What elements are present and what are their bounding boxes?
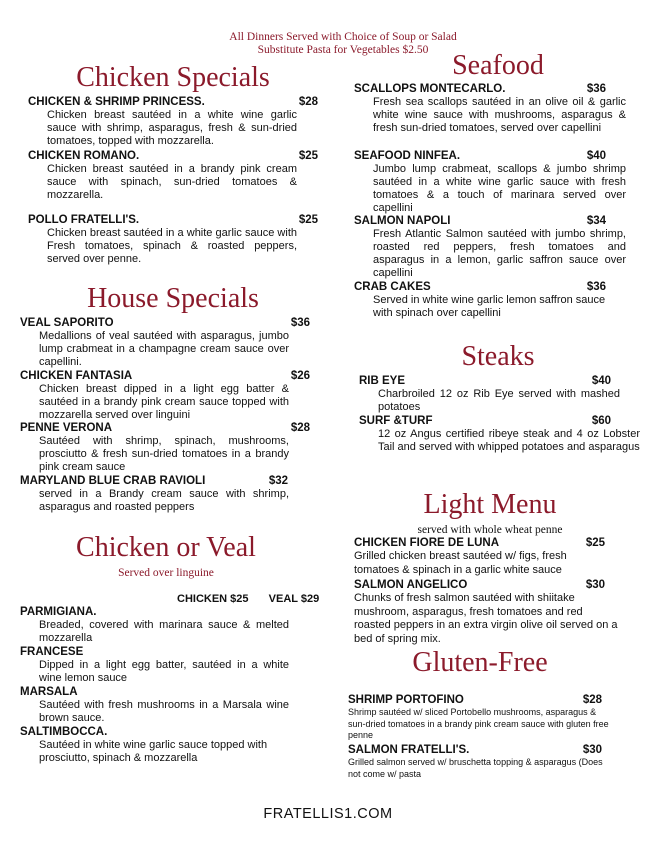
item-description: Breaded, covered with marinara sauce & melted mozzarella bbox=[39, 619, 289, 644]
item-name: MARYLAND BLUE CRAB RAVIOLI bbox=[20, 475, 206, 487]
menu-item bbox=[359, 375, 620, 414]
section-title-seafood: Seafood bbox=[452, 50, 544, 81]
item-price: $36 bbox=[586, 83, 606, 95]
menu-item bbox=[28, 150, 318, 202]
menu-item bbox=[20, 646, 310, 685]
section-title-steaks: Steaks bbox=[461, 341, 535, 372]
item-price: $36 bbox=[586, 281, 606, 293]
item-name: SURF &TURF bbox=[359, 415, 433, 427]
item-name: PARMIGIANA. bbox=[20, 606, 97, 618]
item-name: MARSALA bbox=[20, 686, 78, 698]
menu-item bbox=[354, 83, 626, 135]
menu-item bbox=[28, 214, 318, 266]
item-price: $28 bbox=[298, 96, 318, 108]
item-name: CHICKEN FIORE DE LUNA bbox=[354, 537, 500, 549]
item-name: SALMON ANGELICO bbox=[354, 579, 468, 591]
item-price: $26 bbox=[290, 370, 310, 382]
item-description: Dipped in a light egg batter, sautéed in a white wine lemon sauce bbox=[39, 659, 289, 684]
item-description: Sautéed with shrimp, spinach, mushrooms, prosciutto & fresh sun-dried tomatoes in a brandy pink cream sauce bbox=[39, 435, 289, 473]
website-link[interactable]: FRATELLIS1.COM bbox=[263, 806, 393, 822]
item-description: Medallions of veal sautéed with asparagus, jumbo lump crabmeat in a champagne cream sauce over capellini. bbox=[39, 330, 289, 368]
item-description: Chicken breast sautéed in a brandy pink cream sauce with spinach, sun-dried tomatoes & mozzarella. bbox=[47, 163, 297, 201]
item-price: $28 bbox=[582, 694, 602, 706]
item-name: VEAL SAPORITO bbox=[20, 317, 114, 329]
item-description: Fresh sea scallops sautéed in an olive oil & garlic white wine sauce with mushrooms, asparagus & fresh sun-dried tomatoes, served over capellini bbox=[373, 96, 626, 134]
item-description: Jumbo lump crabmeat, scallops & jumbo shrimp sautéed in a white wine garlic sauce with fresh tomatoes & a touch of marinara served over capellini bbox=[373, 163, 626, 214]
item-price: $30 bbox=[582, 744, 602, 756]
item-name: SALTIMBOCCA. bbox=[20, 726, 108, 738]
item-description: Shrimp sautéed w/ sliced Portobello mushrooms, asparagus & sun-dried tomatoes in a brandy pink cream sauce with gluten free penne bbox=[348, 707, 609, 740]
item-name: CRAB CAKES bbox=[354, 281, 431, 293]
section-title-light-menu: Light Menu bbox=[423, 489, 557, 520]
menu-item bbox=[28, 96, 318, 148]
section-subtitle-light-menu: served with whole wheat penne bbox=[417, 524, 563, 536]
item-description: 12 oz Angus certified ribeye steak and 4 oz Lobster Tail and served with whipped potatoes and asparagus bbox=[378, 428, 640, 453]
menu-item bbox=[20, 422, 310, 474]
section-title-chicken-or-veal: Chicken or Veal bbox=[76, 532, 256, 563]
menu-item bbox=[348, 744, 602, 780]
menu-item bbox=[348, 694, 609, 742]
menu-item bbox=[20, 475, 288, 514]
item-description: Served in white wine garlic lemon saffron sauce with spinach over capellini bbox=[373, 294, 606, 319]
menu-item bbox=[354, 537, 605, 577]
item-price: $60 bbox=[591, 415, 611, 427]
item-description: served in a Brandy cream sauce with shrimp, asparagus and roasted peppers bbox=[39, 488, 289, 513]
item-description: Sautéed with fresh mushrooms in a Marsala wine brown sauce. bbox=[39, 699, 289, 724]
item-price: $30 bbox=[585, 579, 605, 591]
item-name: RIB EYE bbox=[359, 375, 406, 387]
menu-item bbox=[354, 215, 626, 280]
item-price: $25 bbox=[298, 214, 318, 226]
notice-line-1: All Dinners Served with Choice of Soup or Salad bbox=[229, 31, 457, 43]
item-description: Fresh Atlantic Salmon sautéed with jumbo shrimp, roasted red peppers, fresh tomatoes and asparagus in a lemon, garlic saffron sauce over capellini bbox=[373, 228, 626, 279]
item-name: SALMON FRATELLI'S. bbox=[348, 744, 470, 756]
item-price: $28 bbox=[290, 422, 310, 434]
item-price: $40 bbox=[591, 375, 611, 387]
price-chicken: CHICKEN $25 bbox=[177, 593, 249, 605]
menu-item bbox=[354, 150, 626, 215]
item-price: $34 bbox=[586, 215, 606, 227]
item-name: SHRIMP PORTOFINO bbox=[348, 694, 464, 706]
item-price: $25 bbox=[298, 150, 318, 162]
item-description: Chicken breast dipped in a light egg batter & sautéed in a brandy pink cream sauce topped with mozzarella served over linguini bbox=[39, 383, 289, 421]
menu-item bbox=[20, 370, 310, 422]
item-description: Grilled chicken breast sautéed w/ figs, fresh tomatoes & spinach in a garlic white sauce bbox=[354, 550, 567, 576]
item-price: $40 bbox=[586, 150, 606, 162]
item-name: SALMON NAPOLI bbox=[354, 215, 451, 227]
item-name: SEAFOOD NINFEA. bbox=[354, 150, 461, 162]
item-description: Charbroiled 12 oz Rib Eye served with mashed potatoes bbox=[378, 388, 620, 413]
item-description: Chicken breast sautéed in a white wine garlic sauce with shrimp, asparagus, fresh & sun-dried tomatoes, topped with mozzarella. bbox=[47, 109, 297, 147]
menu-item bbox=[359, 415, 640, 454]
item-description: Sautéed in white wine garlic sauce topped with prosciutto, spinach & mozzarella bbox=[39, 739, 268, 764]
section-subtitle-chicken-or-veal: Served over linguine bbox=[118, 567, 214, 579]
item-name: POLLO FRATELLI'S. bbox=[28, 214, 140, 226]
item-description: Chunks of fresh salmon sautéed with shiitake mushroom, asparagus, fresh tomatoes and red roasted peppers in an extra virgin olive oil served on a bed of spring mix. bbox=[354, 592, 618, 645]
item-name: CHICKEN FANTASIA bbox=[20, 370, 133, 382]
item-description: Grilled salmon served w/ bruschetta topping & asparagus (Does not come w/ pasta bbox=[348, 757, 603, 779]
item-price: $36 bbox=[290, 317, 310, 329]
notice-line-2: Substitute Pasta for Vegetables $2.50 bbox=[257, 44, 429, 56]
item-name: CHICKEN ROMANO. bbox=[28, 150, 140, 162]
section-title-house-specials: House Specials bbox=[87, 283, 259, 314]
section-title-gluten-free: Gluten-Free bbox=[412, 647, 548, 678]
item-price: $32 bbox=[268, 475, 288, 487]
menu-item bbox=[354, 281, 606, 320]
section-title-chicken-specials: Chicken Specials bbox=[76, 62, 270, 93]
menu-item bbox=[354, 579, 618, 646]
item-name: SCALLOPS MONTECARLO. bbox=[354, 83, 506, 95]
item-description: Chicken breast sautéed in a white garlic sauce with Fresh tomatoes, spinach & roasted peppers, served over penne. bbox=[47, 227, 297, 265]
menu-item bbox=[20, 686, 310, 725]
item-name: CHICKEN & SHRIMP PRINCESS. bbox=[28, 96, 205, 108]
item-name: PENNE VERONA bbox=[20, 422, 113, 434]
price-veal: VEAL $29 bbox=[268, 593, 320, 605]
chicken-veal-prices bbox=[177, 593, 319, 605]
menu-item bbox=[20, 317, 310, 369]
menu-item bbox=[20, 726, 310, 765]
item-price: $25 bbox=[585, 537, 605, 549]
menu-item bbox=[20, 606, 310, 645]
item-name: FRANCESE bbox=[20, 646, 84, 658]
